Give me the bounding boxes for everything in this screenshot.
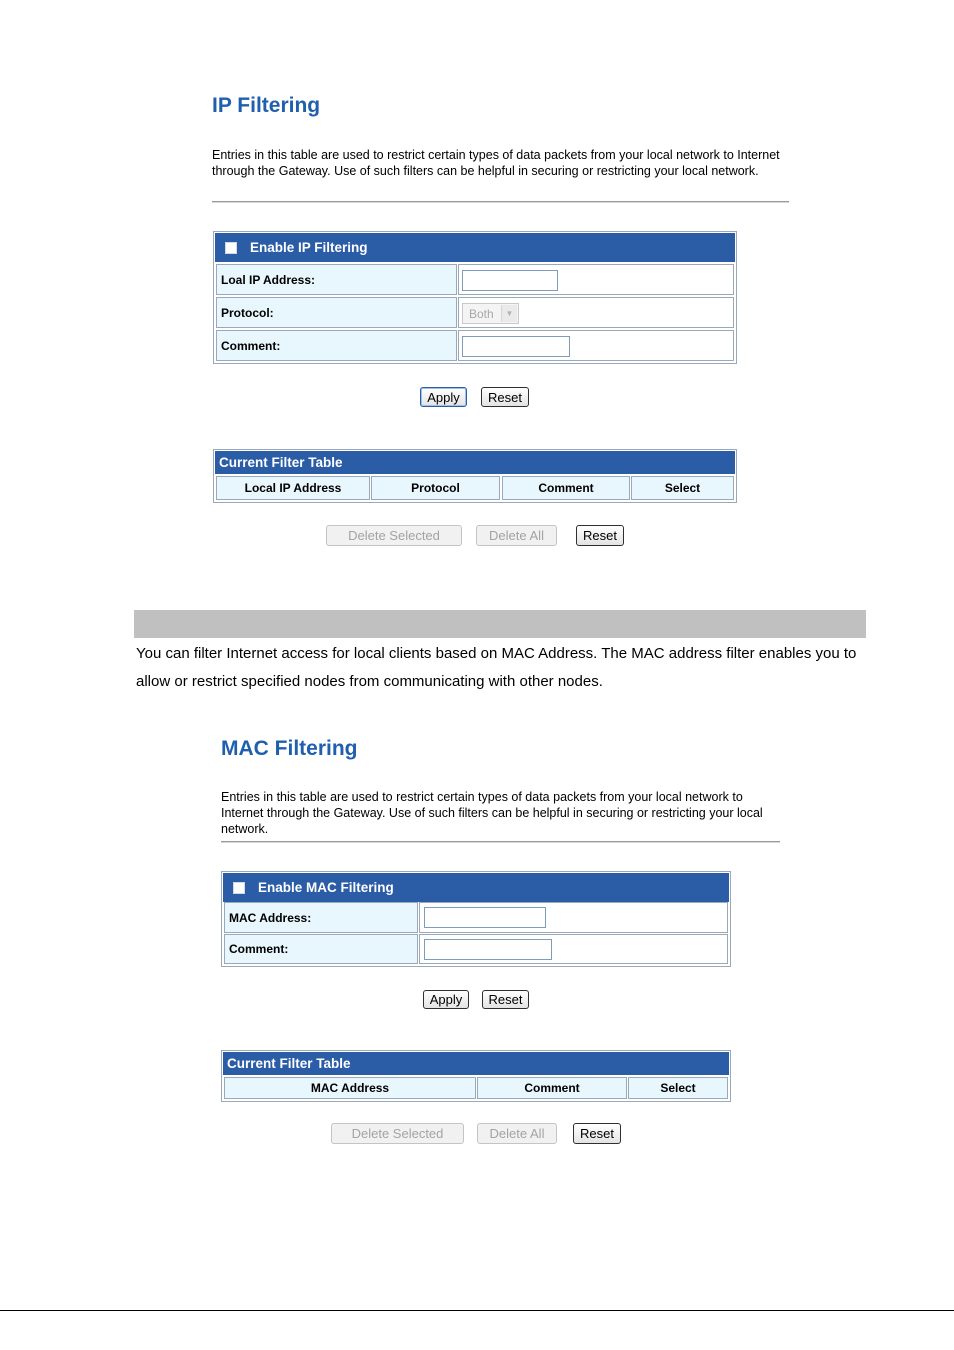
- protocol-select-value: Both: [469, 306, 494, 321]
- footer-rule: [0, 1310, 954, 1311]
- enable-mac-filtering-label: Enable MAC Filtering: [258, 880, 394, 895]
- ip-current-filter-table: [213, 449, 737, 503]
- ip-filtering-description: Entries in this table are used to restrict certain types of data packets from your local network to Internet through the Gateway. Use of such filters can be helpful in securing or restricting your local network.: [212, 148, 780, 178]
- ip-comment-label: Comment:: [216, 330, 457, 361]
- ip-divider: [212, 201, 789, 203]
- ip-filtering-title: IP Filtering: [212, 94, 321, 117]
- chevron-down-icon: ▼: [501, 305, 517, 322]
- ip-filter-table-title: Current Filter Table: [215, 451, 735, 474]
- protocol-cell: [458, 297, 734, 328]
- ip-col-protocol: Protocol: [371, 476, 500, 500]
- mac-filtering-title: MAC Filtering: [221, 737, 358, 760]
- section-heading-bar: [134, 610, 866, 638]
- mac-filtering-description: Entries in this table are used to restrict certain types of data packets from your local network to Internet through the Gateway. Use of such filters can be helpful in securing or restricting your local network.: [221, 790, 763, 836]
- mac-address-input[interactable]: [424, 907, 546, 928]
- protocol-label: Protocol:: [216, 297, 457, 328]
- mac-col-select: Select: [628, 1077, 728, 1099]
- ip-apply-button[interactable]: Apply: [420, 387, 467, 407]
- enable-ip-filtering-checkbox[interactable]: [225, 242, 237, 254]
- mac-intro-text: You can filter Internet access for local clients based on MAC Address. The MAC address filter enables you to allow or restrict specified nodes from communicating with other nodes.: [136, 645, 857, 690]
- mac-apply-button[interactable]: Apply: [423, 990, 469, 1009]
- ip-col-comment: Comment: [502, 476, 630, 500]
- mac-table-reset-button[interactable]: Reset: [573, 1123, 621, 1144]
- local-ip-input[interactable]: [462, 270, 558, 291]
- mac-filter-form: [221, 871, 731, 967]
- mac-address-cell: [419, 902, 728, 933]
- enable-mac-filtering-checkbox[interactable]: [233, 882, 245, 894]
- ip-table-reset-button[interactable]: Reset: [576, 525, 624, 546]
- mac-col-address: MAC Address: [224, 1077, 476, 1099]
- ip-reset-button[interactable]: Reset: [481, 387, 529, 407]
- protocol-select[interactable]: [462, 303, 519, 324]
- ip-col-local-ip: Local IP Address: [216, 476, 370, 500]
- ip-delete-selected-button[interactable]: Delete Selected: [326, 525, 462, 546]
- mac-filter-table-title: Current Filter Table: [223, 1052, 729, 1075]
- ip-col-select: Select: [631, 476, 734, 500]
- mac-delete-selected-button[interactable]: Delete Selected: [331, 1123, 464, 1144]
- mac-address-label: MAC Address:: [224, 902, 418, 933]
- ip-filter-form: [213, 231, 737, 364]
- mac-delete-all-button[interactable]: Delete All: [477, 1123, 557, 1144]
- mac-reset-button[interactable]: Reset: [482, 990, 529, 1009]
- ip-delete-all-button[interactable]: Delete All: [476, 525, 557, 546]
- mac-col-comment: Comment: [477, 1077, 627, 1099]
- ip-comment-cell: [458, 330, 734, 361]
- local-ip-label: Loal IP Address:: [216, 264, 457, 295]
- mac-divider: [221, 841, 780, 843]
- mac-comment-input[interactable]: [424, 939, 552, 960]
- mac-filter-form-header: [223, 873, 729, 902]
- ip-filter-form-header: [215, 233, 735, 262]
- enable-ip-filtering-label: Enable IP Filtering: [250, 240, 368, 255]
- mac-comment-cell: [419, 934, 728, 964]
- ip-comment-input[interactable]: [462, 336, 570, 357]
- mac-current-filter-table: [221, 1050, 731, 1102]
- local-ip-cell: [458, 264, 734, 295]
- mac-comment-label: Comment:: [224, 934, 418, 964]
